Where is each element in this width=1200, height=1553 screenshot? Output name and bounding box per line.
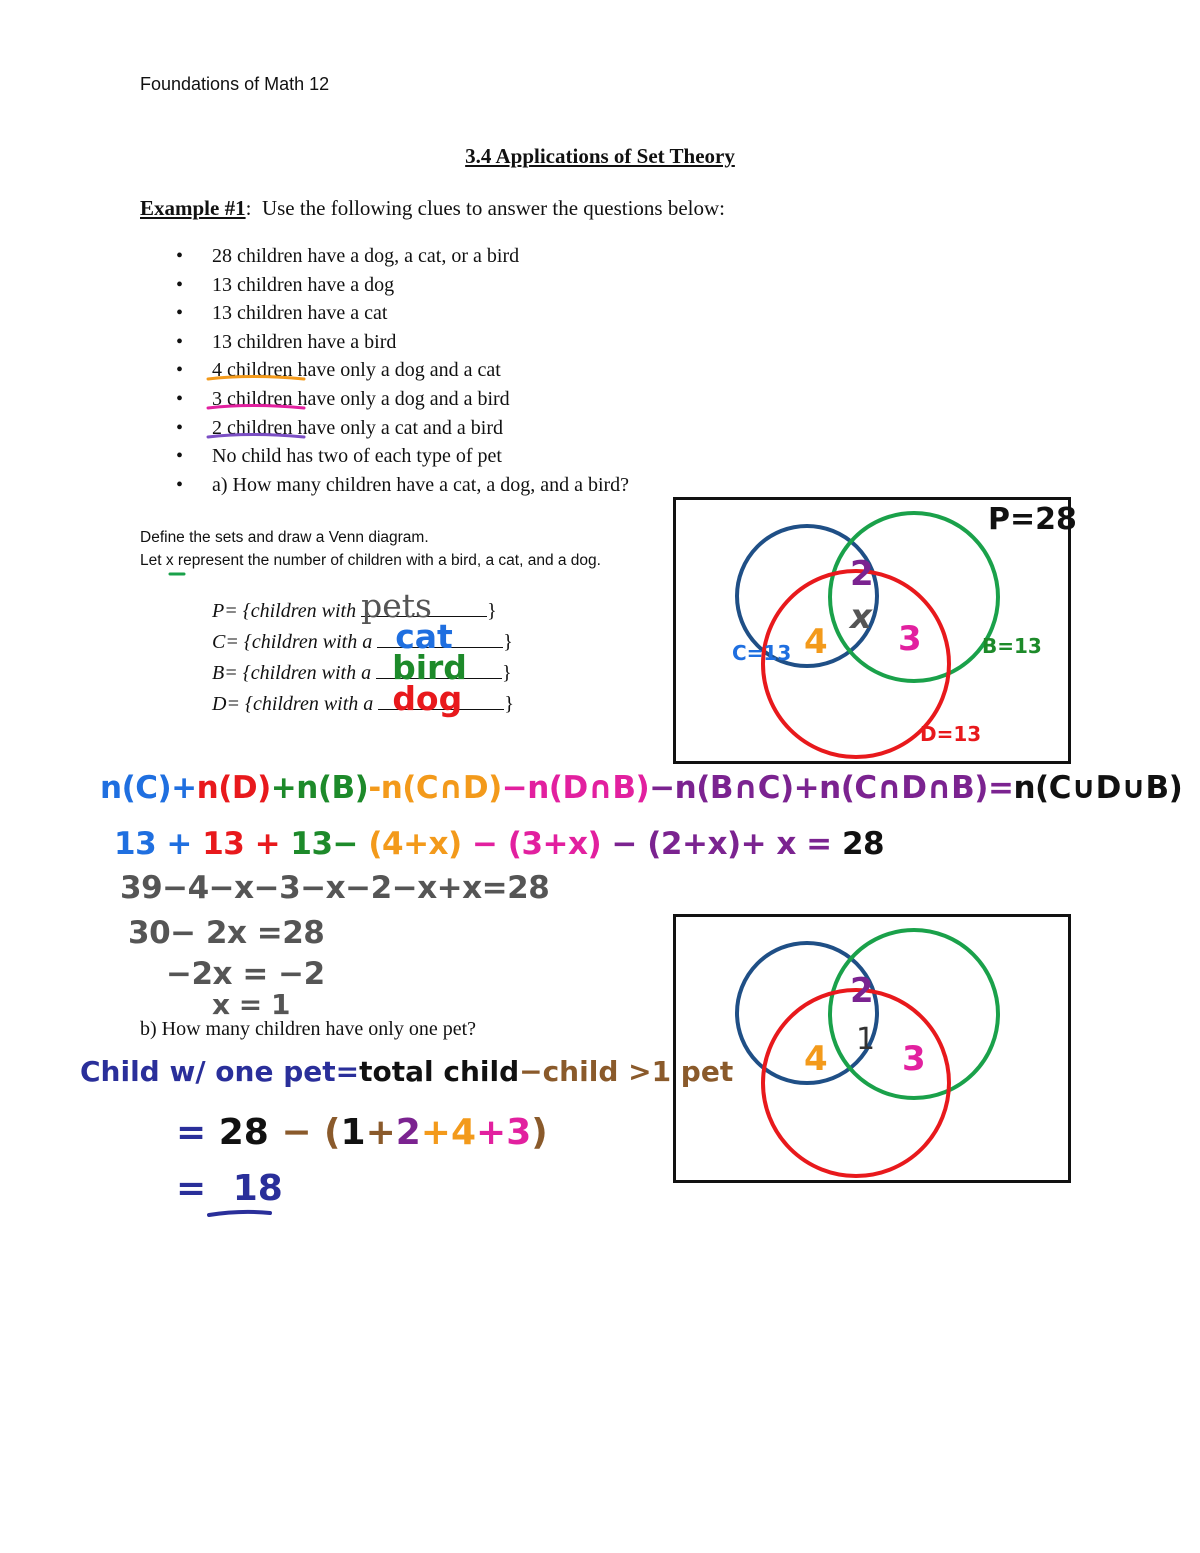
clue-item: • 4 children have only a dog and a cat bbox=[176, 356, 629, 385]
bird-set-label: B=13 bbox=[982, 634, 1042, 658]
set-d-definition bbox=[212, 679, 514, 718]
formula-term: + bbox=[270, 770, 297, 806]
set-p-blank bbox=[361, 586, 487, 625]
formula-term: n(C) bbox=[100, 770, 172, 806]
formula-term: +n bbox=[793, 770, 841, 806]
set-p-prefix: P= {children with bbox=[212, 600, 362, 622]
simplify-line-2: 30− 2x =28 bbox=[128, 915, 325, 951]
one-pet-formula-term: total child bbox=[359, 1055, 520, 1088]
one-pet-substitution-term: + bbox=[420, 1112, 451, 1153]
one-pet-value: 18 bbox=[232, 1168, 283, 1209]
one-pet-answer bbox=[176, 1168, 283, 1209]
formula-term: − bbox=[649, 770, 675, 806]
formula-term: n(D) bbox=[196, 770, 271, 806]
region-cat-bird: 2 bbox=[850, 971, 874, 1011]
substitution-line bbox=[114, 826, 884, 862]
substitution-term: + x bbox=[740, 826, 796, 862]
substitution-term: + bbox=[156, 826, 203, 862]
clue-item: • No child has two of each type of pet bbox=[176, 442, 629, 471]
substitution-term: (4+x) bbox=[368, 826, 462, 862]
substitution-term: − bbox=[332, 826, 369, 862]
question-b: b) How many children have only one pet? bbox=[140, 1018, 477, 1040]
set-c-prefix: C= {children with a bbox=[212, 631, 378, 653]
set-d-prefix: D= {children with a bbox=[212, 693, 379, 715]
set-p-definition bbox=[212, 586, 497, 625]
set-d-blank bbox=[378, 679, 504, 718]
formula-term: + bbox=[171, 770, 197, 806]
universe-label: P=28 bbox=[988, 502, 1077, 537]
x-underline bbox=[168, 570, 188, 578]
answer-underline bbox=[206, 1206, 276, 1220]
underline-magenta bbox=[208, 406, 304, 409]
underline-purple bbox=[208, 435, 304, 438]
one-pet-substitution-term: + bbox=[365, 1112, 396, 1153]
set-b-suffix: } bbox=[502, 662, 512, 684]
formula-term: n(B∩C) bbox=[674, 770, 794, 806]
example-label: Example #1 bbox=[140, 196, 246, 220]
set-c-answer: cat bbox=[395, 617, 453, 656]
clue-item: • 13 children have a dog bbox=[176, 271, 629, 300]
substitution-term: 13 bbox=[290, 826, 333, 862]
set-p-suffix: } bbox=[487, 600, 497, 622]
solution-line: x = 1 bbox=[212, 988, 290, 1021]
one-pet-substitution bbox=[176, 1112, 548, 1153]
region-all-three: x bbox=[850, 597, 872, 637]
substitution-term: − bbox=[461, 826, 508, 862]
set-d-suffix: } bbox=[504, 693, 514, 715]
one-pet-substitution-term: 1 bbox=[340, 1112, 366, 1153]
one-pet-substitution-term: 2 bbox=[395, 1112, 421, 1153]
set-b-answer: bird bbox=[392, 648, 467, 687]
define-line-1: Define the sets and draw a Venn diagram. bbox=[140, 529, 429, 546]
define-line-2: Let x represent the number of children with a bird, a cat, and a dog. bbox=[140, 552, 601, 569]
example-heading bbox=[140, 196, 725, 221]
clue-item: • 13 children have a bird bbox=[176, 328, 629, 357]
set-c-definition bbox=[212, 617, 513, 656]
clue-item: • 13 children have a cat bbox=[176, 299, 629, 328]
cat-set-label: C=13 bbox=[732, 641, 792, 665]
venn-diagram-2 bbox=[673, 914, 1071, 1183]
page-title-text: 3.4 Applications of Set Theory bbox=[465, 144, 735, 168]
substitution-term: = bbox=[795, 826, 842, 862]
clue-item: • 2 children have only a cat and a bird bbox=[176, 414, 629, 443]
clue-item: • 28 children have a dog, a cat, or a bird bbox=[176, 242, 629, 271]
substitution-term: (3+x) bbox=[507, 826, 602, 862]
clue-item: • 3 children have only a dog and a bird bbox=[176, 385, 629, 414]
formula-term: = bbox=[987, 770, 1014, 806]
region-dog-bird: 3 bbox=[898, 619, 922, 659]
formula-term: n(C∪D∪B) bbox=[1013, 770, 1183, 806]
formula-term: n(C∩D) bbox=[380, 770, 502, 806]
one-pet-formula-term: −child >1 pet bbox=[519, 1055, 734, 1088]
formula-term: − bbox=[501, 770, 528, 806]
region-all-three: 1 bbox=[856, 1022, 876, 1057]
example-text: Use the following clues to answer the questions below: bbox=[251, 196, 726, 220]
one-pet-substitution-term: = bbox=[176, 1112, 219, 1153]
page-header: Foundations of Math 12 bbox=[140, 74, 330, 94]
region-dog-bird: 3 bbox=[902, 1039, 926, 1079]
one-pet-formula bbox=[80, 1055, 733, 1088]
substitution-term: + bbox=[244, 826, 291, 862]
one-pet-equals: = bbox=[176, 1168, 207, 1209]
formula-term: - bbox=[368, 770, 381, 806]
clue-item: • a) How many children have a cat, a dog, and a bird? bbox=[176, 471, 629, 500]
dog-set-label: D=13 bbox=[920, 722, 982, 746]
set-b-definition bbox=[212, 648, 512, 687]
set-b-prefix: B= {children with a bbox=[212, 662, 377, 684]
substitution-term: 13 bbox=[114, 826, 157, 862]
one-pet-substitution-term: − ( bbox=[268, 1112, 341, 1153]
one-pet-substitution-term: ) bbox=[531, 1112, 548, 1153]
one-pet-substitution-term: 28 bbox=[218, 1112, 269, 1153]
set-d-answer: dog bbox=[392, 679, 463, 718]
substitution-term: 28 bbox=[841, 826, 885, 862]
venn-diagram-1 bbox=[673, 497, 1077, 764]
region-cat-dog: 4 bbox=[804, 622, 828, 662]
venn-1-circles bbox=[676, 500, 1068, 761]
one-pet-substitution-term: + bbox=[476, 1112, 507, 1153]
simplify-line-3: −2x = −2 bbox=[166, 956, 325, 992]
formula-term: n(B) bbox=[296, 770, 369, 806]
one-pet-formula-term: Child w/ one pet= bbox=[80, 1055, 360, 1088]
region-cat-dog: 4 bbox=[804, 1039, 828, 1079]
set-b-blank bbox=[376, 648, 502, 687]
clue-underlines bbox=[200, 370, 320, 450]
formula-term: (C∩D∩B) bbox=[840, 770, 988, 806]
define-instructions bbox=[140, 526, 601, 572]
substitution-term: − bbox=[601, 826, 648, 862]
region-cat-bird: 2 bbox=[850, 554, 874, 594]
set-c-suffix: } bbox=[503, 631, 513, 653]
set-c-blank bbox=[377, 617, 503, 656]
page-title bbox=[0, 144, 1200, 169]
substitution-term: 13 bbox=[202, 826, 245, 862]
formula-line bbox=[100, 770, 1182, 806]
formula-term: n(D∩B) bbox=[527, 770, 650, 806]
set-p-answer: pets bbox=[361, 586, 432, 625]
simplify-line-1: 39−4−x−3−x−2−x+x=28 bbox=[120, 870, 550, 906]
one-pet-substitution-term: 3 bbox=[506, 1112, 532, 1153]
example-colon: : bbox=[245, 196, 252, 220]
substitution-term: (2+x) bbox=[647, 826, 741, 862]
one-pet-substitution-term: 4 bbox=[450, 1112, 477, 1153]
underline-orange bbox=[208, 377, 304, 380]
